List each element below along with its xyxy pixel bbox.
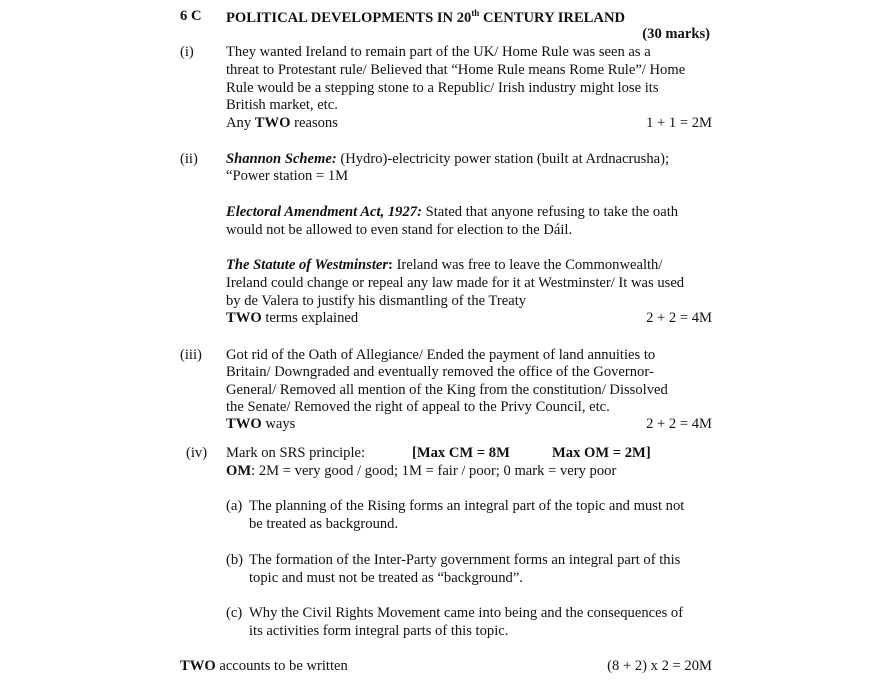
title-superscript: th xyxy=(471,8,480,18)
q4-item-label: (b) xyxy=(226,552,244,568)
q2-term2: Electoral Amendment Act, 1927: xyxy=(226,204,422,220)
q2-req-suffix: terms explained xyxy=(261,310,359,326)
footer-requirement xyxy=(180,657,348,675)
q4-om-text: : 2M = very good / good; 1M = fair / poor; 0 mark = very poor xyxy=(251,463,617,479)
q2-term2-line2: would not be allowed to even stand for election to the Dáil. xyxy=(226,222,573,238)
q4-max-om: Max OM = 2M] xyxy=(552,445,651,461)
q4-item-line: topic and must not be treated as “background”. xyxy=(249,570,523,586)
q2-requirement xyxy=(226,309,358,327)
q3-line: Britain/ Downgraded and eventually removed the office of the Governor- xyxy=(226,364,654,380)
q4-om-line xyxy=(226,462,616,480)
q4-item-line: The planning of the Rising forms an integral part of the topic and must not xyxy=(249,498,685,514)
q3-req-suffix: ways xyxy=(261,416,296,432)
q3-requirement xyxy=(226,415,295,433)
title-main: POLITICAL DEVELOPMENTS IN 20 xyxy=(226,9,472,26)
q1-line: British market, etc. xyxy=(226,97,338,113)
question-number-i: (i) xyxy=(180,44,194,60)
q2-req-bold: TWO xyxy=(226,310,262,326)
q2-term3: The Statute of Westminster xyxy=(226,257,389,273)
q4-max-cm: [Max CM = 8M xyxy=(412,445,510,461)
total-marks: (30 marks) xyxy=(642,26,710,42)
q1-line: They wanted Ireland to remain part of the UK/ Home Rule was seen as a xyxy=(226,44,651,60)
q2-term3-line xyxy=(226,256,662,274)
q3-line: General/ Removed all mention of the King from the constitution/ Dissolved xyxy=(226,382,668,398)
title-end: CENTURY IRELAND xyxy=(479,9,626,26)
footer-bold: TWO xyxy=(180,658,216,674)
page-title xyxy=(226,8,625,27)
q2-score: 2 + 2 = 4M xyxy=(646,310,712,326)
question-number-iv: (iv) xyxy=(186,445,208,461)
q2-term1-text: (Hydro)-electricity power station (built at Ardnacrusha); xyxy=(336,151,670,167)
q2-term1-line xyxy=(226,150,669,168)
q2-term1-line2: “Power station = 1M xyxy=(226,168,349,184)
q4-item-label: (c) xyxy=(226,605,243,621)
q1-requirement xyxy=(226,114,338,132)
q3-line: the Senate/ Removed the right of appeal to the Privy Council, etc. xyxy=(226,399,610,415)
q1-req-prefix: Any xyxy=(226,115,255,131)
q2-term3-colon: : xyxy=(388,257,393,273)
q1-req-bold: TWO xyxy=(254,115,291,131)
q4-item-line: be treated as background. xyxy=(249,516,399,532)
q4-item-line: Why the Civil Rights Movement came into being and the consequences of xyxy=(249,605,684,621)
q3-req-bold: TWO xyxy=(226,416,262,432)
q2-term3-line2: Ireland could change or repeal any law made for it at Westminster/ It was used xyxy=(226,275,685,291)
q4-item-line: The formation of the Inter-Party government forms an integral part of this xyxy=(249,552,681,568)
q2-term2-text: Stated that anyone refusing to take the oath xyxy=(421,204,679,220)
q4-srs-label: Mark on SRS principle: xyxy=(226,445,366,461)
question-number-ii: (ii) xyxy=(180,151,198,167)
q2-term3-text: Ireland was free to leave the Commonwealth/ xyxy=(392,257,663,273)
q4-item-label: (a) xyxy=(226,498,243,514)
q1-score: 1 + 1 = 2M xyxy=(646,115,712,131)
q2-term3-line3: by de Valera to justify his dismantling of the Treaty xyxy=(226,293,527,309)
section-code: 6 C xyxy=(180,8,202,24)
q2-term2-line xyxy=(226,203,678,221)
question-number-iii: (iii) xyxy=(180,347,202,363)
q1-line: Rule would be a stepping stone to a Republic/ Irish industry might lose its xyxy=(226,80,659,96)
q4-item-line: its activities form integral parts of this topic. xyxy=(249,623,509,639)
footer-text: accounts to be written xyxy=(215,658,348,674)
q2-term1: Shannon Scheme: xyxy=(226,151,337,167)
q3-line: Got rid of the Oath of Allegiance/ Ended the payment of land annuities to xyxy=(226,347,656,363)
q3-score: 2 + 2 = 4M xyxy=(646,416,712,432)
q4-om-label: OM xyxy=(226,463,252,479)
q1-req-suffix: reasons xyxy=(290,115,338,131)
q1-line: threat to Protestant rule/ Believed that “Home Rule means Rome Rule”/ Home xyxy=(226,62,686,78)
footer-score: (8 + 2) x 2 = 20M xyxy=(607,658,712,674)
